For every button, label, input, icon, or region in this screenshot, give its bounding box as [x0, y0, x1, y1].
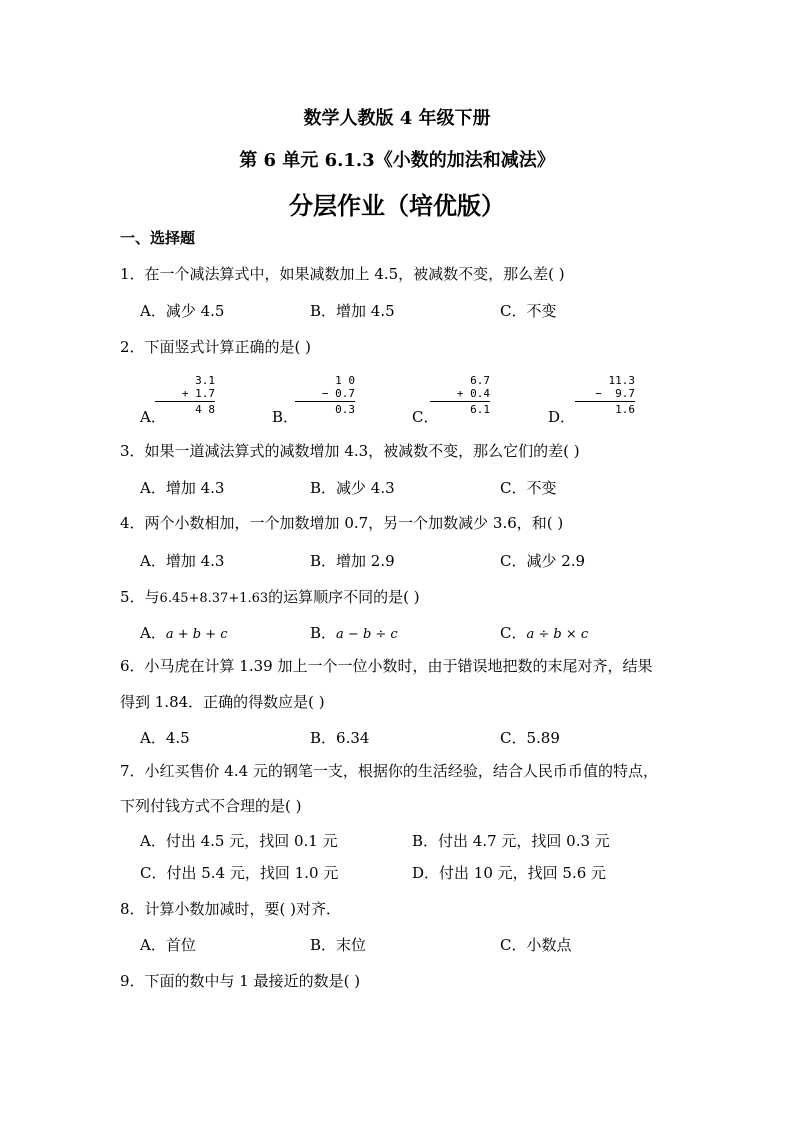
worksheet-title: 分层作业（培优版） [289, 191, 505, 220]
question-8: 8．计算小数加减时，要( )对齐． [120, 900, 342, 918]
option-b: B．付出 4.7 元，找回 0.3 元 [412, 832, 610, 850]
question-text: 5．与 [120, 588, 160, 606]
option-b: B．6.34 [310, 729, 370, 747]
option-a: A．增加 4.3 [140, 479, 225, 497]
option-a: A． [140, 408, 166, 426]
option-b: B．减少 4.3 [310, 479, 395, 497]
option-expression: a − b ÷ c [336, 627, 398, 642]
option-a [140, 622, 228, 643]
vertical-calc-d [575, 374, 635, 416]
option-expression: a + b + c [165, 627, 228, 642]
question-5 [120, 586, 420, 607]
option-b [310, 622, 398, 643]
document-title: 数学人教版 4 年级下册 [303, 108, 491, 129]
option-b: B．增加 2.9 [310, 552, 395, 570]
option-c: C．付出 5.4 元，找回 1.0 元 [140, 864, 339, 882]
question-6-continued: 得到 1.84．正确的得数应是( ) [120, 693, 325, 711]
calc-result: 6.1 [470, 403, 490, 416]
unit-title: 第 6 单元 6.1.3《小数的加法和减法》 [239, 150, 555, 171]
question-3: 3．如果一道减法算式的减数增加 4.3，被减数不变，那么它们的差( ) [120, 442, 580, 460]
option-label: B． [310, 624, 337, 642]
calc-top-number: 11.3 [608, 374, 635, 387]
option-c: C．5.89 [500, 729, 560, 747]
calc-result: 1.6 [615, 403, 635, 416]
expression: 6.45+8.37+1.63 [159, 591, 269, 606]
option-c: C．不变 [500, 479, 557, 497]
option-a: A．首位 [140, 936, 196, 954]
question-6: 6．小马虎在计算 1.39 加上一个一位小数时，由于错误地把数的末尾对齐，结果 [120, 657, 653, 675]
vertical-calc-b [295, 374, 355, 416]
option-b: B． [272, 408, 299, 426]
option-c: C． [412, 408, 439, 426]
option-b: B．末位 [310, 936, 367, 954]
question-1: 1．在一个减法算式中，如果减数加上 4.5，被减数不变，那么差( ) [120, 265, 565, 283]
question-2: 2．下面竖式计算正确的是( ) [120, 338, 312, 356]
question-7-continued: 下列付钱方式不合理的是( ) [120, 797, 302, 815]
calc-rule [430, 401, 490, 402]
calc-rule [155, 401, 215, 402]
option-b: B．增加 4.5 [310, 302, 395, 320]
option-a: A．付出 4.5 元，找回 0.1 元 [140, 832, 338, 850]
option-label: A． [140, 624, 166, 642]
calc-operand: + 1.7 [181, 387, 215, 400]
calc-result: 4 8 [195, 403, 215, 416]
question-text: 的运算顺序不同的是( ) [268, 588, 420, 606]
question-9: 9．下面的数中与 1 最接近的数是( ) [120, 972, 361, 990]
vertical-calc-a [155, 374, 215, 416]
question-4: 4．两个小数相加，一个加数增加 0.7，另一个加数减少 3.6，和( ) [120, 514, 564, 532]
calc-top-number: 3.1 [195, 374, 215, 387]
calc-rule [575, 401, 635, 402]
question-7: 7．小红买售价 4.4 元的钢笔一支，根据你的生活经验，结合人民币币值的特点， [120, 762, 658, 780]
option-d: D． [548, 408, 576, 426]
option-c: C．减少 2.9 [500, 552, 586, 570]
option-c: C．小数点 [500, 936, 572, 954]
calc-rule [295, 401, 355, 402]
option-a: A．增加 4.3 [140, 552, 225, 570]
calc-top-number: 6.7 [470, 374, 490, 387]
option-c: C．不变 [500, 302, 557, 320]
calc-operand: + 0.4 [456, 387, 490, 400]
calc-result: 0.3 [335, 403, 355, 416]
option-label: C． [500, 624, 527, 642]
calc-top-number: 1 0 [335, 374, 355, 387]
option-a: A．减少 4.5 [140, 302, 225, 320]
calc-operand: − 0.7 [321, 387, 355, 400]
option-a: A．4.5 [140, 729, 190, 747]
option-d: D．付出 10 元，找回 5.6 元 [412, 864, 607, 882]
option-c [500, 622, 588, 643]
calc-operand: − 9.7 [595, 387, 635, 400]
section-heading: 一、选择题 [120, 229, 196, 247]
option-expression: a ÷ b × c [526, 627, 589, 642]
vertical-calc-c [430, 374, 490, 416]
